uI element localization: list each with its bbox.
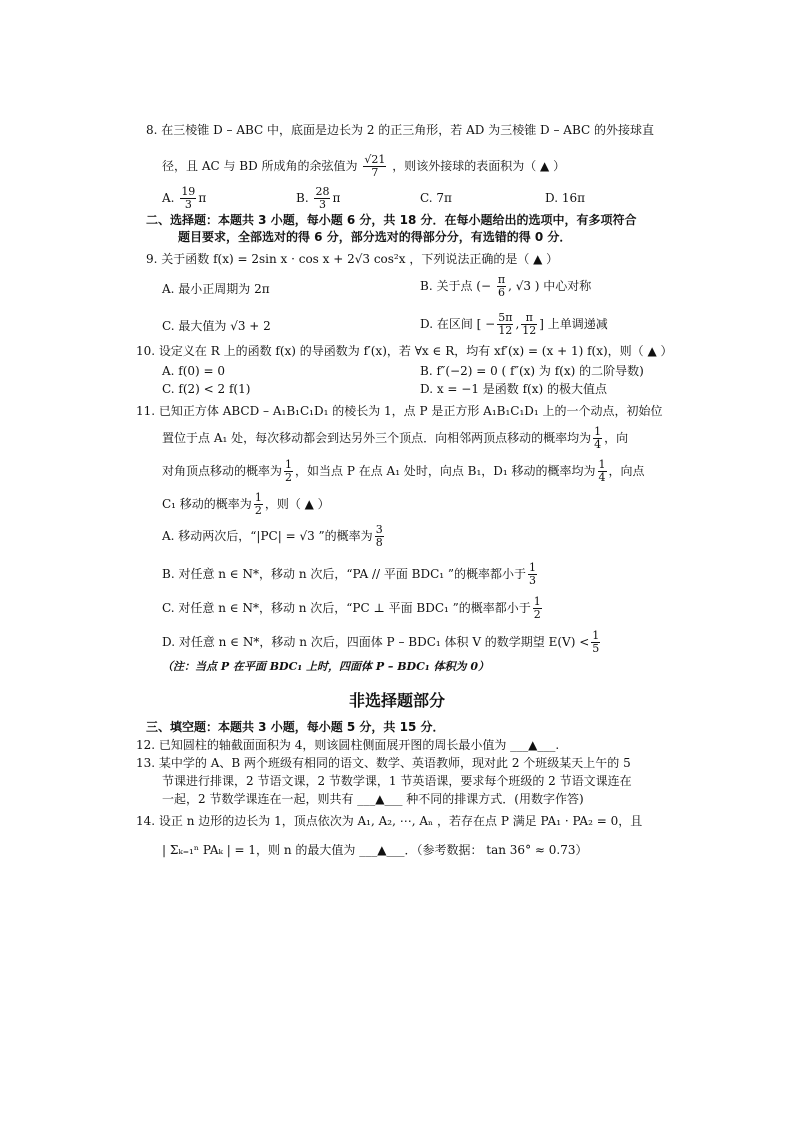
q11-line3-den2: 4 — [598, 471, 606, 484]
q11-line2-fraction — [593, 426, 602, 451]
q9-option-b — [420, 274, 591, 299]
section3-heading: 三、填空题：本题共 3 小题，每小题 5 分，共 15 分． — [146, 720, 445, 734]
q10-stem: 10. 设定义在 R 上的函数 f(x) 的导函数为 f′(x)，若 ∀x ∈ R，均有 xf′(x) = (x + 1) f(x)，则（ ▲ ） — [136, 344, 673, 358]
q11-option-d-den: 5 — [592, 642, 600, 655]
q9-option-b-pre: B. 关于点 — [420, 279, 473, 293]
q11-option-a-text: A. 移动两次后，“|PC| = √3 ”的概率为 — [162, 529, 373, 543]
q9-option-d-fraction2 — [521, 312, 537, 337]
q8-option-b-fraction — [314, 186, 330, 211]
q9-option-b-post: , √3 ) 中心对称 — [508, 279, 592, 293]
q8-option-b-suffix: π — [332, 191, 341, 205]
q11-option-d — [162, 630, 602, 655]
q13-line1: 13. 某中学的 A、B 两个班级有相同的语文、数学、英语教师，现对此 2 个班级某天上午的 5 — [136, 756, 631, 770]
q8-line2-text-a: 径，且 AC 与 BD 所成角的余弦值为 — [162, 159, 358, 173]
q8-cosine-den: 7 — [371, 166, 379, 179]
q11-line4-text-b: ，则（ ▲ ） — [264, 497, 330, 511]
q9-option-b-mid: (− — [476, 279, 495, 293]
q11-line4-num: 1 — [254, 491, 262, 504]
q11-option-d-num: 1 — [592, 629, 600, 642]
q10-option-b: B. f″(−2) = 0 ( f″(x) 为 f(x) 的二阶导数) — [420, 364, 644, 378]
q9-option-d-sep: , — [515, 317, 520, 331]
part-title: 非选择题部分 — [348, 691, 445, 710]
q11-option-b-text: B. 对任意 n ∈ N*，移动 n 次后，“PA // 平面 BDC₁ ”的概率都小于 — [162, 567, 527, 581]
q10-option-c: C. f(2) < 2 f(1) — [162, 382, 251, 396]
q9-option-d-fraction1 — [497, 312, 513, 337]
q11-line3-text-a: 对角顶点移动的概率为 — [162, 464, 283, 478]
q9-option-d-num1: 5π — [498, 311, 513, 324]
q8-option-d: D. 16π — [545, 191, 585, 205]
q11-line3-fraction1 — [284, 459, 293, 484]
q11-line3-text-b: ，如当点 P 在点 A₁ 处时，向点 B₁，D₁ 移动的概率均为 — [295, 464, 596, 478]
q11-option-a-den: 8 — [375, 536, 383, 549]
q8-line2-text-b: ，则该外接球的表面积为（ ▲ ） — [392, 159, 566, 173]
q11-option-d-text: D. 对任意 n ∈ N*，移动 n 次后，四面体 P – BDC₁ 体积 V 的数学期望 E(V) < — [162, 635, 590, 649]
q11-line3 — [162, 459, 645, 484]
q13-line3: 一起，2 节数学课连在一起，则共有 ___▲___ 种不同的排课方式．(用数字作答) — [162, 792, 584, 806]
q14-line1: 14. 设正 n 边形的边长为 1，顶点依次为 A₁, A₂, ⋯, Aₙ ，若存在点 P 满足 PA₁ · PA₂ = 0，且 — [136, 814, 643, 828]
q11-option-c-text: C. 对任意 n ∈ N*，移动 n 次后，“PC ⊥ 平面 BDC₁ ”的概率都小于 — [162, 601, 531, 615]
q8-option-a-suffix: π — [198, 191, 207, 205]
q11-option-c-num: 1 — [533, 595, 541, 608]
q8-cosine-fraction — [363, 154, 386, 179]
q9-option-b-num: π — [497, 273, 506, 286]
q8-option-c: C. 7π — [420, 191, 452, 205]
q8-option-a-den: 3 — [184, 198, 192, 211]
q9-option-d-post: ] 上单调递减 — [539, 317, 608, 331]
q11-line4-fraction — [254, 492, 263, 517]
q14-line2: | Σₖ₌₁ⁿ PAₖ | = 1，则 n 的最大值为 ___▲___．（参考数据： tan 36° ≈ 0.73） — [162, 843, 588, 857]
q11-line3-fraction2 — [598, 459, 607, 484]
q9-option-d-pre: D. 在区间 [ − — [420, 317, 496, 331]
q11-line1: 11. 已知正方体 ABCD – A₁B₁C₁D₁ 的棱长为 1，点 P 是正方形 A₁B₁C₁D₁ 上的一个动点，初始位 — [136, 404, 663, 418]
q11-line3-num2: 1 — [598, 458, 606, 471]
q9-option-c: C. 最大值为 √3 + 2 — [162, 319, 271, 333]
q8-option-b-den: 3 — [318, 198, 326, 211]
q11-option-b — [162, 562, 539, 587]
q8-option-a-label: A. — [162, 191, 175, 205]
q11-line3-den1: 2 — [285, 471, 293, 484]
section2-heading-line1: 二、选择题：本题共 3 小题，每小题 6 分，共 18 分．在每小题给出的选项中，有多项符合 — [146, 213, 637, 227]
q9-option-b-den: 6 — [497, 286, 505, 299]
q11-line4-den: 2 — [254, 504, 262, 517]
q8-option-a-num: 19 — [181, 185, 196, 198]
q8-cosine-num: √21 — [364, 153, 386, 166]
q11-option-b-den: 3 — [529, 574, 537, 587]
q11-line2-text-b: ，向 — [604, 431, 629, 445]
q8-option-a-fraction — [180, 186, 196, 211]
q8-line1: 8. 在三棱锥 D – ABC 中，底面是边长为 2 的正三角形，若 AD 为三棱锥 D – ABC 的外接球直 — [146, 123, 654, 137]
q11-option-b-fraction — [528, 562, 537, 587]
q11-option-a-fraction — [375, 524, 384, 549]
q9-stem: 9. 关于函数 f(x) = 2sin x · cos x + 2√3 cos²x ，下列说法正确的是（ ▲ ） — [146, 252, 559, 266]
q11-line2-den: 4 — [594, 438, 602, 451]
q8-option-b-label: B. — [296, 191, 309, 205]
q11-line3-text-c: ，向点 — [608, 464, 645, 478]
q11-option-c-den: 2 — [533, 608, 541, 621]
q9-option-d-den1: 12 — [498, 324, 513, 337]
q9-option-d-den2: 12 — [522, 324, 537, 337]
q11-line2-text-a: 置位于点 A₁ 处，每次移动都会到达另外三个顶点．向相邻两顶点移动的概率均为 — [162, 431, 592, 445]
q11-line2-num: 1 — [594, 425, 602, 438]
q8-option-b — [296, 186, 340, 211]
q9-option-a: A. 最小正周期为 2π — [162, 282, 270, 296]
q8-line2 — [162, 154, 565, 179]
q11-option-b-num: 1 — [529, 561, 537, 574]
q10-option-d: D. x = −1 是函数 f(x) 的极大值点 — [420, 382, 607, 396]
section2-heading-line2: 题目要求，全部选对的得 6 分，部分选对的得部分分，有选错的得 0 分． — [178, 230, 572, 244]
q11-option-c — [162, 596, 544, 621]
q13-line2: 节课进行排课，2 节语文课，2 节数学课，1 节英语课，要求每个班级的 2 节语文课连在 — [162, 774, 632, 788]
q11-line3-num1: 1 — [285, 458, 293, 471]
q11-option-d-fraction — [591, 630, 600, 655]
q11-line2 — [162, 426, 628, 451]
q11-option-c-fraction — [533, 596, 542, 621]
q9-option-d-num2: π — [521, 312, 537, 325]
q11-note: （注：当点 P 在平面 BDC₁ 上时，四面体 P – BDC₁ 体积为 0） — [162, 660, 489, 673]
q9-option-d — [420, 312, 608, 337]
q11-option-a-num: 3 — [375, 523, 383, 536]
q9-option-b-fraction — [497, 274, 506, 299]
q11-line4 — [162, 492, 330, 517]
q8-option-a — [162, 186, 206, 211]
q11-line4-text-a: C₁ 移动的概率为 — [162, 497, 252, 511]
q11-option-a — [162, 524, 386, 549]
q12-stem: 12. 已知圆柱的轴截面面积为 4，则该圆柱侧面展开图的周长最小值为 ___▲___. — [136, 738, 560, 752]
q8-option-b-num: 28 — [315, 185, 330, 198]
q10-option-a: A. f(0) = 0 — [162, 364, 226, 378]
